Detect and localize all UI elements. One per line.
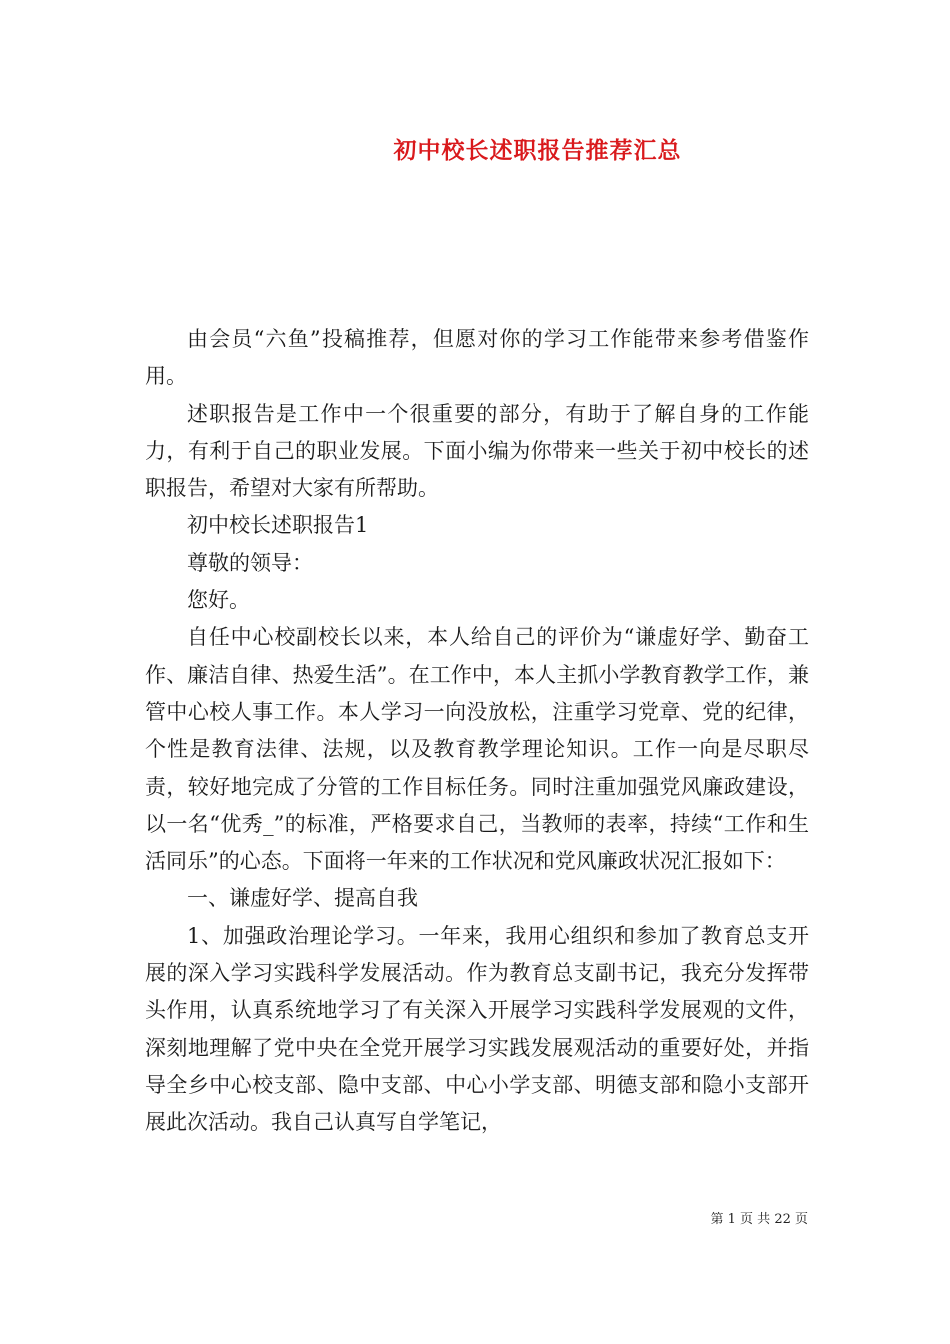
salutation: 尊敬的领导： <box>187 550 313 575</box>
paragraph-intro: 由会员“六鱼”投稿推荐，但愿对你的学习工作能带来参考借鉴作用。 <box>145 327 809 389</box>
document-body <box>145 321 809 1142</box>
paragraph-description: 述职报告是工作中一个很重要的部分，有助于了解自身的工作能力，有利于自己的职业发展。下面小编为你带来一些关于初中校长的述职报告，希望对大家有所帮助。 <box>145 401 809 501</box>
paragraph-political-study: 1、加强政治理论学习。一年来，我用心组织和参加了教育总支开展的深入学习实践科学发展活动。作为教育总支副书记，我充分发挥带头作用，认真系统地学习了有关深入开展学习实践科学发展观的文件，深刻地理解了党中央在全党开展学习实践发展观活动的重要好处，并指导全乡中心校支部、隐中支部、中心小学支部、明德支部和隐小支部开展此次活动。我自己认真写自学笔记， <box>145 923 809 1135</box>
document-title: 初中校长述职报告推荐汇总 <box>393 137 682 164</box>
page-number-footer: 第 1 页 共 22 页 <box>710 1212 808 1227</box>
section-heading-report-1: 初中校长述职报告1 <box>187 513 369 538</box>
greeting: 您好。 <box>187 588 250 613</box>
paragraph-self-evaluation: 自任中心校副校长以来，本人给自己的评价为“谦虚好学、勤奋工作、廉洁自律、热爱生活”。在工作中，本人主抓小学教育教学工作，兼管中心校人事工作。本人学习一向没放松，注重学习党章、党的纪律，个性是教育法律、法规，以及教育教学理论知识。工作一向是尽职尽责，较好地完成了分管的工作目标任务。同时注重加强党风廉政建设，以一名“优秀_”的标准，严格要求自己，当教师的表率，持续“工作和生活同乐”的心态。下面将一年来的工作状况和党风廉政状况汇报如下： <box>145 625 809 874</box>
section-heading-1: 一、谦虚好学、提高自我 <box>187 886 418 911</box>
